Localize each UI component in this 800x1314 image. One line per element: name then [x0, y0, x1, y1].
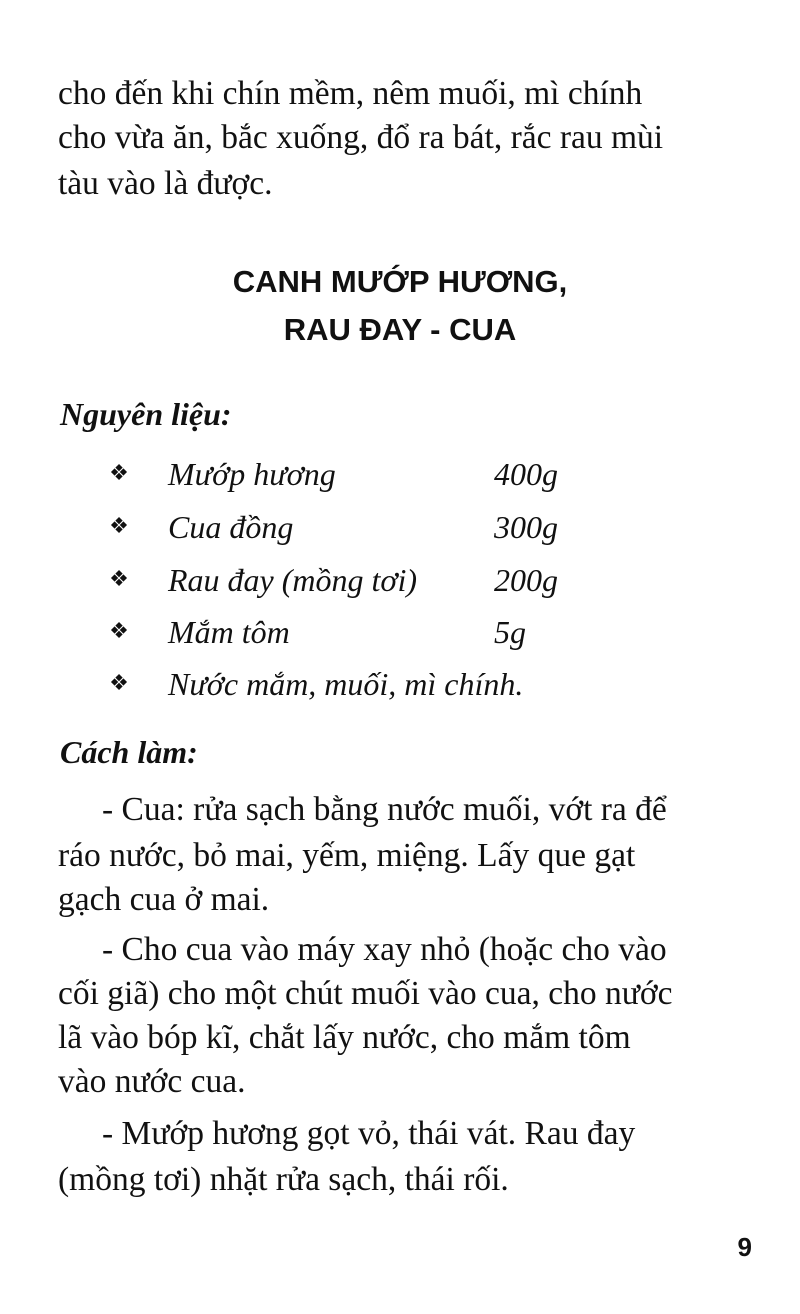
recipe-title-line-1: CANH MƯỚP HƯƠNG, [232, 264, 568, 299]
intro-line: tàu vào là được. [58, 165, 273, 202]
method-step-line: lã vào bóp kĩ, chắt lấy nước, cho mắm tôm [58, 1019, 631, 1056]
method-step-line: - Cho cua vào máy xay nhỏ (hoặc cho vào [102, 931, 667, 968]
diamond-bullet-icon: ❖ [109, 461, 129, 486]
ingredient-item [104, 507, 624, 547]
ingredient-item [104, 664, 624, 704]
ingredient-quantity: 5g [494, 614, 526, 650]
intro-line: cho vừa ăn, bắc xuống, đổ ra bát, rắc rau mùi [58, 119, 664, 156]
ingredient-item [104, 612, 624, 652]
method-step-line: - Cua: rửa sạch bằng nước muối, vớt ra để [102, 791, 667, 828]
method-step-line: vào nước cua. [58, 1063, 246, 1100]
ingredient-quantity: 200g [494, 562, 558, 598]
method-step-line: ráo nước, bỏ mai, yếm, miệng. Lấy que gạt [58, 837, 636, 874]
diamond-bullet-icon: ❖ [109, 514, 129, 539]
ingredient-quantity: 400g [494, 456, 558, 492]
diamond-bullet-icon: ❖ [109, 567, 129, 592]
ingredient-item [104, 454, 624, 494]
ingredient-name: Mắm tôm [168, 614, 290, 650]
intro-line: cho đến khi chín mềm, nêm muối, mì chính [58, 75, 643, 112]
ingredient-name: Mướp hương [168, 456, 336, 492]
ingredient-item [104, 560, 624, 600]
ingredient-name: Cua đồng [168, 509, 294, 545]
method-heading: Cách làm: [60, 734, 198, 770]
ingredient-name: Nước mắm, muối, mì chính. [168, 666, 524, 702]
recipe-title-line-2: RAU ĐAY - CUA [283, 312, 517, 347]
method-step-line: (mồng tơi) nhặt rửa sạch, thái rối. [58, 1161, 509, 1198]
ingredients-heading: Nguyên liệu: [60, 396, 232, 432]
ingredient-name: Rau đay (mồng tơi) [168, 562, 418, 598]
method-step-line: - Mướp hương gọt vỏ, thái vát. Rau đay [102, 1115, 636, 1152]
ingredient-quantity: 300g [494, 509, 558, 545]
diamond-bullet-icon: ❖ [109, 619, 129, 644]
method-step-line: cối giã) cho một chút muối vào cua, cho nước [58, 975, 673, 1012]
diamond-bullet-icon: ❖ [109, 671, 129, 696]
method-step-line: gạch cua ở mai. [58, 881, 270, 918]
page-number: 9 [737, 1232, 752, 1262]
